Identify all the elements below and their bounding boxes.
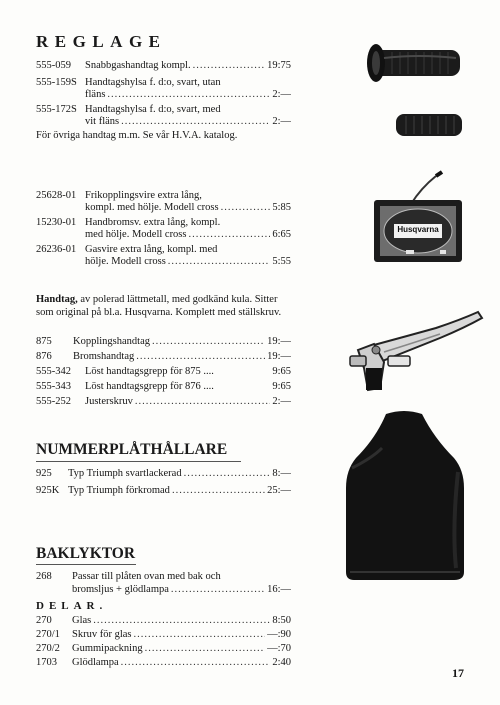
list-item: 555-059 Snabbgashandtag kompl. ..... 19:75	[36, 59, 291, 72]
list-item: 925K Typ Triumph förkromad ..... 25:—	[36, 484, 291, 497]
list-item-continuation: kompl. med hölje. Modell cross ..... 5:85	[85, 201, 291, 214]
throttle-grip-image	[364, 40, 466, 86]
reglage-note: För övriga handtag m.m. Se vår H.V.A. katalog.	[36, 130, 238, 141]
list-item: 555-252 Justerskruv ..... 2:—	[36, 395, 291, 408]
list-item: 268 Passar till plåten ovan med bak och	[36, 571, 221, 582]
list-item: 555-172S Handtagshylsa f. d:o, svart, med	[36, 104, 221, 115]
list-item: 15230-01 Handbromsv. extra lång, kompl.	[36, 217, 221, 228]
section-divider	[36, 461, 241, 462]
list-item: 1703 Glödlampa ..... 2:40	[36, 656, 291, 669]
list-item: 25628-01 Frikopplingsvire extra lång,	[36, 190, 202, 201]
package-label: Husqvarna	[397, 225, 439, 234]
section-heading-nummerplathallare: NUMMERPLÅTHÅLLARE	[36, 441, 228, 458]
list-item: 876 Bromshandtag ..... 19:—	[36, 350, 291, 363]
list-item: 270 Glas ..... 8:50	[36, 614, 291, 627]
handtag-intro: Handtag, av polerad lättmetall, med godkänd kula. Sitter som original på bl.a. Husqvarna. Komplett med ställskruv.	[36, 294, 282, 318]
list-item-continuation: hölje. Modell cross ..... 5:55	[85, 255, 291, 268]
list-item: 26236-01 Gasvire extra lång, kompl. med	[36, 244, 218, 255]
clutch-lever-image	[340, 306, 484, 402]
section-heading-baklyktor: BAKLYKTOR	[36, 545, 136, 562]
section-heading-reglage: REGLAGE	[36, 32, 167, 51]
number-plate-holder-image	[342, 408, 468, 582]
list-item-continuation: med hölje. Modell cross ..... 6:65	[85, 228, 291, 241]
list-item-continuation: bromsljus + glödlampa ..... 16:—	[72, 583, 291, 596]
list-item: 555-159S Handtagshylsa f. d:o, svart, utan	[36, 77, 221, 88]
page-number: 17	[452, 666, 464, 680]
list-item: 270/2 Gummipackning ..... —:70	[36, 642, 291, 655]
list-item: 555-343 Löst handtagsgrepp för 876 .... 9:65	[36, 381, 291, 392]
grip-sleeve-image	[392, 108, 466, 142]
list-item: 925 Typ Triumph svartlackerad ..... 8:—	[36, 467, 291, 480]
list-item: 555-342 Löst handtagsgrepp för 875 .... 9:65	[36, 366, 291, 377]
cable-package-image	[366, 170, 470, 274]
section-divider	[36, 564, 136, 565]
list-item-continuation: fläns ..... 2:—	[85, 88, 291, 101]
delar-heading: DELAR.	[36, 600, 108, 612]
list-item: 875 Kopplingshandtag ..... 19:—	[36, 335, 291, 348]
list-item: 270/1 Skruv för glas ..... —:90	[36, 628, 291, 641]
list-item-continuation: vit fläns ..... 2:—	[85, 115, 291, 128]
cable-package-drawing	[366, 170, 470, 274]
